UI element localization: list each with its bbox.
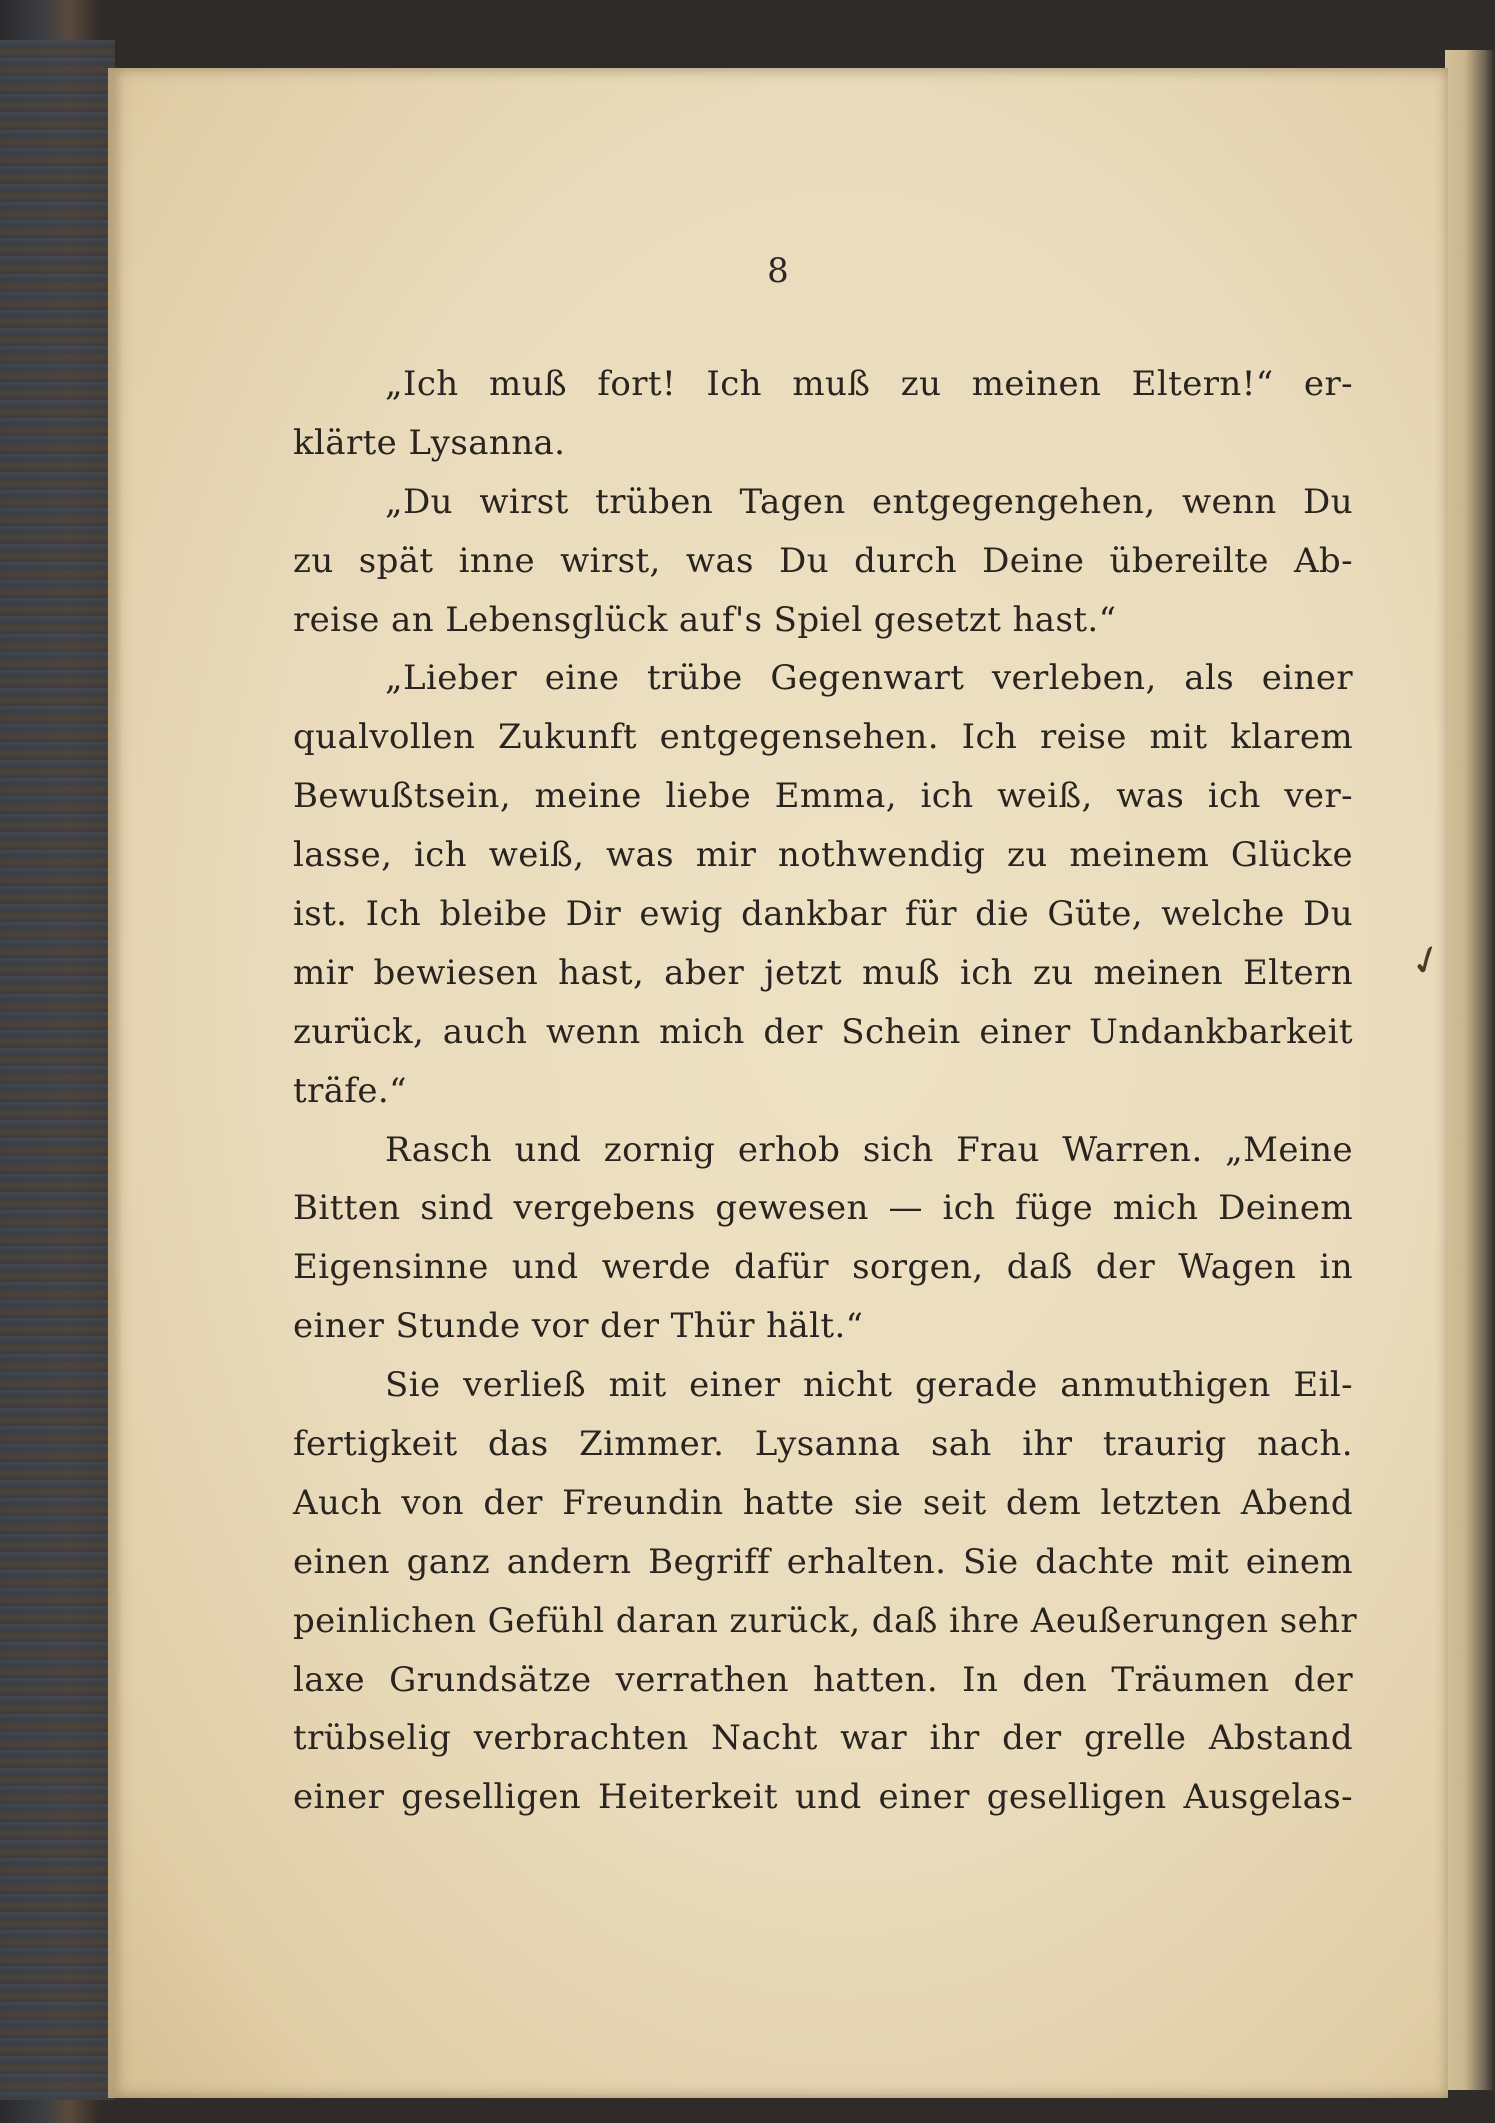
text-line: Rasch und zornig erhob sich Frau Warren. „Meine xyxy=(385,1129,1353,1170)
next-page-edge xyxy=(1445,50,1495,2090)
body-text xyxy=(293,355,1358,1827)
text-line: reise an Lebensglück auf's Spiel gesetzt hast.“ xyxy=(293,599,1117,640)
text-line: „Du wirst trüben Tagen entgegengehen, wenn Du xyxy=(385,481,1353,522)
page-number: 8 xyxy=(767,251,789,291)
text-line: zu spät inne wirst, was Du durch Deine übereilte Ab- xyxy=(293,540,1353,581)
text-line: Bitten sind vergebens gewesen — ich füge mich Deinem xyxy=(293,1188,1353,1229)
book-page xyxy=(108,68,1451,2098)
text-line: lasse, ich weiß, was mir nothwendig zu meinem Glücke xyxy=(293,835,1353,876)
book-binding xyxy=(0,40,115,2100)
text-line: Eigensinne und werde dafür sorgen, daß der Wagen in xyxy=(293,1247,1353,1288)
text-line: „Ich muß fort! Ich muß zu meinen Eltern!“ er- xyxy=(385,364,1353,404)
text-line: peinlichen Gefühl daran zurück, daß ihre Aeußerungen sehr xyxy=(293,1600,1358,1641)
text-line: zurück, auch wenn mich der Schein einer Undankbarkeit xyxy=(293,1011,1353,1052)
text-line: einen ganz andern Begriff erhalten. Sie dachte mit einem xyxy=(293,1541,1353,1582)
text-line: fertigkeit das Zimmer. Lysanna sah ihr traurig nach. xyxy=(293,1424,1353,1465)
text-line: trübselig verbrachten Nacht war ihr der grelle Abstand xyxy=(293,1718,1353,1759)
text-line: Bewußtsein, meine liebe Emma, ich weiß, was ich ver- xyxy=(293,776,1353,817)
text-line: ist. Ich bleibe Dir ewig dankbar für die Güte, welche Du xyxy=(293,894,1353,935)
text-line: einer geselligen Heiterkeit und einer geselligen Ausgelas- xyxy=(293,1777,1353,1818)
text-line: mir bewiesen hast, aber jetzt muß ich zu meinen Eltern xyxy=(293,952,1353,993)
text-line: einer Stunde vor der Thür hält.“ xyxy=(293,1306,864,1347)
text-line: träfe.“ xyxy=(293,1070,407,1111)
text-line: Auch von der Freundin hatte sie seit dem letzten Abend xyxy=(293,1482,1353,1523)
margin-mark-icon: ✓ xyxy=(1403,933,1451,989)
text-line: „Lieber eine trübe Gegenwart verleben, als einer xyxy=(385,658,1353,699)
text-line: qualvollen Zukunft entgegensehen. Ich reise mit klarem xyxy=(293,717,1353,758)
page-gutter-shadow xyxy=(108,68,122,2098)
text-line: Sie verließ mit einer nicht gerade anmuthigen Eil- xyxy=(385,1365,1353,1406)
text-line: klärte Lysanna. xyxy=(293,422,566,463)
text-line: laxe Grundsätze verrathen hatten. In den Träumen der xyxy=(293,1659,1353,1700)
